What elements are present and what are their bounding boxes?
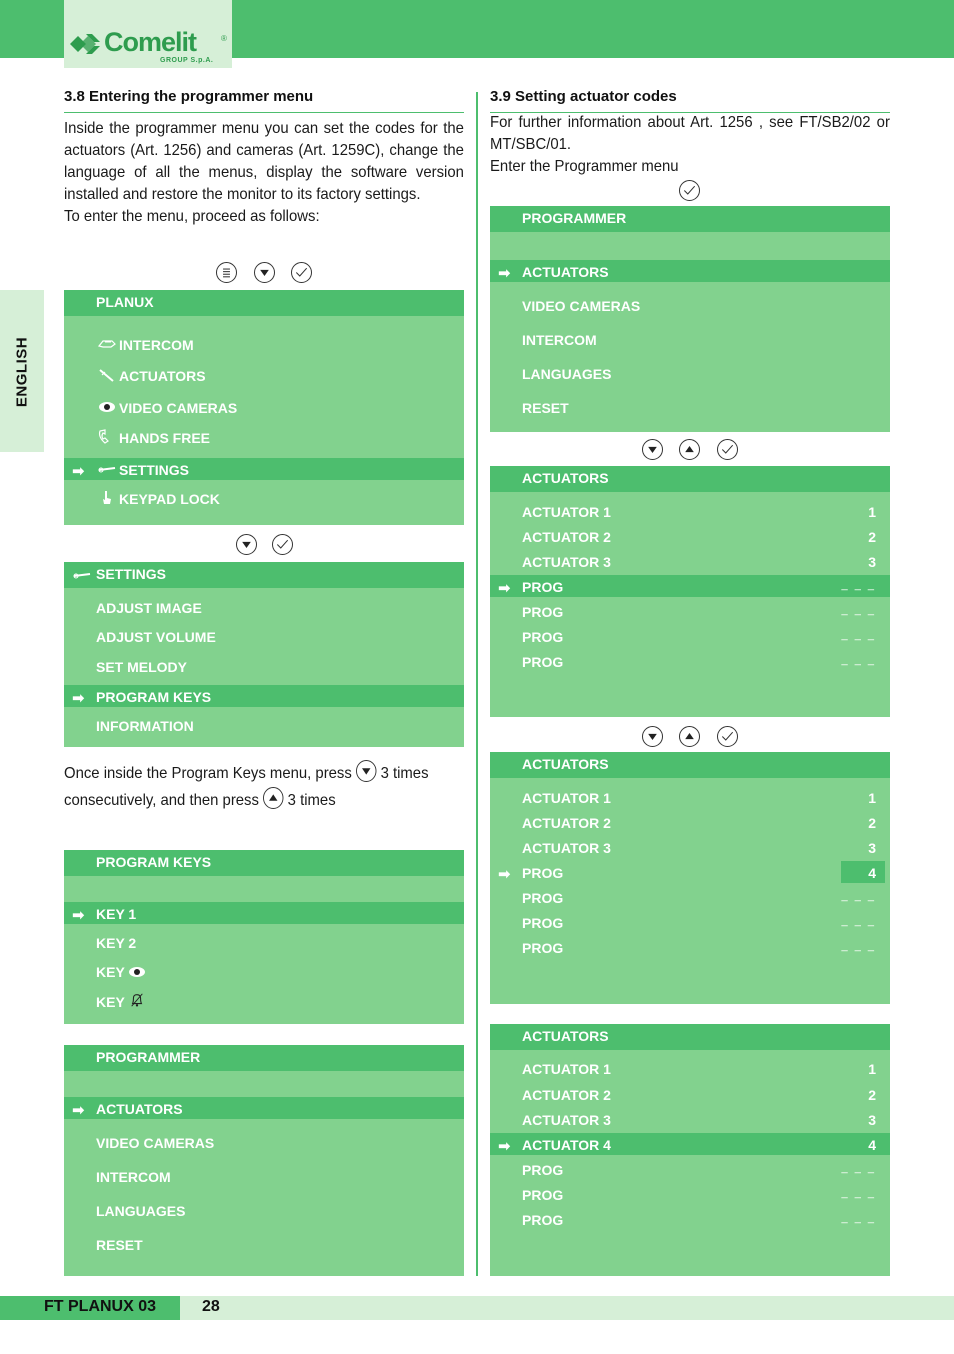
language-side-tab xyxy=(0,290,44,452)
menu-item-languages[interactable]: LANGUAGES xyxy=(522,366,612,382)
menu-item-video-cameras[interactable]: VIDEO CAMERAS xyxy=(522,298,641,314)
actuators-menu-b xyxy=(490,752,890,1004)
settings-wrench-icon xyxy=(72,567,92,583)
right-intro-paragraph: For further information about Art. 1256 , see FT/SB2/02 or MT/SBC/01. xyxy=(490,114,890,153)
actuator-row[interactable]: ACTUATOR 2 2 xyxy=(522,529,876,545)
down-arrow-icon xyxy=(236,534,257,555)
actuator-row[interactable]: ACTUATOR 2 2 xyxy=(522,815,876,831)
logo-box xyxy=(64,0,232,68)
side-tab-label: ENGLISH xyxy=(13,336,31,408)
menu-item-actuators[interactable]: ➡ ACTUATORS xyxy=(490,260,890,282)
footer-title: FT PLANUX 03 xyxy=(44,1298,157,1315)
bell-icon xyxy=(127,992,147,1008)
menu-item-adjust-volume[interactable]: ADJUST VOLUME xyxy=(96,629,216,645)
planux-menu xyxy=(64,290,464,525)
menu-item-keypad-lock[interactable]: KEYPAD LOCK xyxy=(64,487,464,509)
confirm-check-icon xyxy=(717,726,738,747)
actuator-row[interactable]: PROG _ _ _ xyxy=(522,890,876,906)
menu-item-video-cameras[interactable]: VIDEO CAMERAS xyxy=(96,1135,215,1151)
menu-item-intercom[interactable]: INTERCOM xyxy=(96,1169,171,1185)
menu-button-icon xyxy=(216,262,237,283)
menu-item-key-eye[interactable]: KEY xyxy=(64,960,464,982)
code-entry-box[interactable] xyxy=(841,861,885,883)
actuators-menu-a xyxy=(490,466,890,717)
menu-item-program-keys[interactable]: ➡ PROGRAM KEYS xyxy=(64,685,464,707)
menu-title: ACTUATORS xyxy=(522,470,609,486)
up-arrow-icon xyxy=(263,787,283,809)
menu-item-set-melody[interactable]: SET MELODY xyxy=(96,659,188,675)
programmer-menu-left xyxy=(64,1045,464,1276)
actuator-row[interactable]: PROG _ _ _ xyxy=(522,629,876,645)
menu-title: PROGRAMMER xyxy=(96,1049,201,1065)
instruction-paragraph: Once inside the Program Keys menu, press 3 times consecutively, and then press 3 times xyxy=(64,760,455,814)
up-arrow-icon xyxy=(679,439,700,460)
selection-arrow-icon: ➡ xyxy=(498,1137,511,1155)
down-arrow-icon xyxy=(254,262,275,283)
menu-title: PLANUX xyxy=(96,294,154,310)
eye-icon xyxy=(97,399,117,415)
logo-text: Comelit xyxy=(104,27,197,57)
actuator-row[interactable]: PROG _ _ _ xyxy=(522,1187,876,1203)
menu-header xyxy=(490,752,890,778)
logo-subtitle: GROUP S.p.A. xyxy=(160,57,214,64)
actuator-row[interactable]: PROG _ _ _ xyxy=(522,654,876,670)
menu-title: ACTUATORS xyxy=(522,756,609,772)
menu-title: SETTINGS xyxy=(96,566,167,582)
actuators-menu-c xyxy=(490,1024,890,1276)
menu-item-hands-free[interactable]: HANDS FREE xyxy=(64,426,464,448)
menu-item-reset[interactable]: RESET xyxy=(96,1237,143,1253)
menu-header xyxy=(64,850,464,876)
selection-arrow-icon: ➡ xyxy=(72,1101,85,1119)
menu-item-adjust-image[interactable]: ADJUST IMAGE xyxy=(96,600,202,616)
eye-icon xyxy=(127,964,147,980)
menu-item-key-1[interactable]: ➡ KEY 1 xyxy=(64,902,464,924)
menu-title: PROGRAMMER xyxy=(522,210,627,226)
section-title-3-9: 3.9 Setting actuator codes xyxy=(490,88,677,105)
selection-arrow-icon: ➡ xyxy=(72,689,85,707)
menu-item-information[interactable]: INFORMATION xyxy=(96,718,194,734)
menu-item-intercom[interactable]: INTERCOM xyxy=(64,333,464,355)
menu-header xyxy=(64,562,464,588)
up-arrow-icon xyxy=(679,726,700,747)
actuator-icon xyxy=(97,367,117,383)
actuator-row[interactable]: PROG _ _ _ xyxy=(522,940,876,956)
actuator-row-selected[interactable]: ➡ ACTUATOR 4 4 xyxy=(490,1133,890,1155)
programmer-menu-right xyxy=(490,206,890,432)
right-intro-paragraph-2: Enter the Programmer menu xyxy=(490,158,679,175)
comelit-logo-icon xyxy=(70,32,102,56)
title-rule xyxy=(64,112,464,113)
menu-header xyxy=(490,466,890,492)
finger-press-icon xyxy=(97,490,117,506)
actuator-row[interactable]: PROG _ _ _ xyxy=(522,1212,876,1228)
actuator-row[interactable]: PROG _ _ _ xyxy=(522,604,876,620)
menu-header xyxy=(64,290,464,316)
actuator-row[interactable]: PROG _ _ _ xyxy=(522,1162,876,1178)
down-arrow-icon xyxy=(642,726,663,747)
hands-free-icon xyxy=(97,429,117,445)
actuator-row[interactable]: ACTUATOR 1 1 xyxy=(522,1061,876,1077)
intro-paragraph-2: To enter the menu, proceed as follows: xyxy=(64,208,320,225)
selection-arrow-icon: ➡ xyxy=(498,264,511,282)
actuator-row-editing[interactable]: ➡ PROG 4 xyxy=(490,861,890,883)
menu-item-key-bell[interactable]: KEY xyxy=(64,990,464,1012)
section-title-3-8: 3.8 Entering the programmer menu xyxy=(64,88,314,105)
actuator-row[interactable]: ACTUATOR 3 3 xyxy=(522,1112,876,1128)
menu-item-intercom[interactable]: INTERCOM xyxy=(522,332,597,348)
actuator-row[interactable]: ACTUATOR 2 2 xyxy=(522,1087,876,1103)
confirm-check-icon xyxy=(717,439,738,460)
page-number: 28 xyxy=(202,1298,220,1315)
menu-header xyxy=(490,206,890,232)
menu-item-settings[interactable]: ➡ SETTINGS xyxy=(64,458,464,480)
column-divider xyxy=(476,92,478,1276)
selection-arrow-icon: ➡ xyxy=(72,462,85,480)
settings-wrench-icon xyxy=(97,461,117,477)
menu-title: PROGRAM KEYS xyxy=(96,854,212,870)
actuator-row[interactable]: ACTUATOR 3 3 xyxy=(522,554,876,570)
actuator-row[interactable]: ACTUATOR 1 1 xyxy=(522,504,876,520)
logo-registered: ® xyxy=(221,34,227,43)
program-keys-menu xyxy=(64,850,464,1024)
menu-header xyxy=(64,1045,464,1071)
intercom-icon xyxy=(97,336,117,352)
menu-header xyxy=(490,1024,890,1050)
actuator-row[interactable]: PROG _ _ _ xyxy=(522,915,876,931)
menu-item-actuators[interactable]: ➡ ACTUATORS xyxy=(64,1097,464,1119)
actuator-row-selected[interactable]: ➡ PROG _ _ _ xyxy=(490,575,890,597)
actuator-row[interactable]: ACTUATOR 3 3 xyxy=(522,840,876,856)
selection-arrow-icon: ➡ xyxy=(498,579,511,597)
menu-item-reset[interactable]: RESET xyxy=(522,400,569,416)
menu-title: ACTUATORS xyxy=(522,1028,609,1044)
selection-arrow-icon: ➡ xyxy=(498,865,511,883)
confirm-check-icon xyxy=(291,262,312,283)
menu-item-actuators[interactable]: ACTUATORS xyxy=(64,364,464,386)
menu-item-key-2[interactable]: KEY 2 xyxy=(96,935,137,951)
actuator-row[interactable]: ACTUATOR 1 1 xyxy=(522,790,876,806)
settings-menu xyxy=(64,562,464,747)
intro-paragraph: Inside the programmer menu you can set the codes for the actuators (Art. 1256) and cameras (Art. 1259C), change the language of all the menus, display the software version installed and restore the monitor to its factory settings. xyxy=(64,120,464,203)
menu-item-video-cameras[interactable]: VIDEO CAMERAS xyxy=(64,396,464,418)
confirm-check-icon xyxy=(679,180,700,201)
selection-arrow-icon: ➡ xyxy=(72,906,85,924)
confirm-check-icon xyxy=(272,534,293,555)
menu-item-languages[interactable]: LANGUAGES xyxy=(96,1203,186,1219)
down-arrow-icon xyxy=(356,760,376,782)
down-arrow-icon xyxy=(642,439,663,460)
